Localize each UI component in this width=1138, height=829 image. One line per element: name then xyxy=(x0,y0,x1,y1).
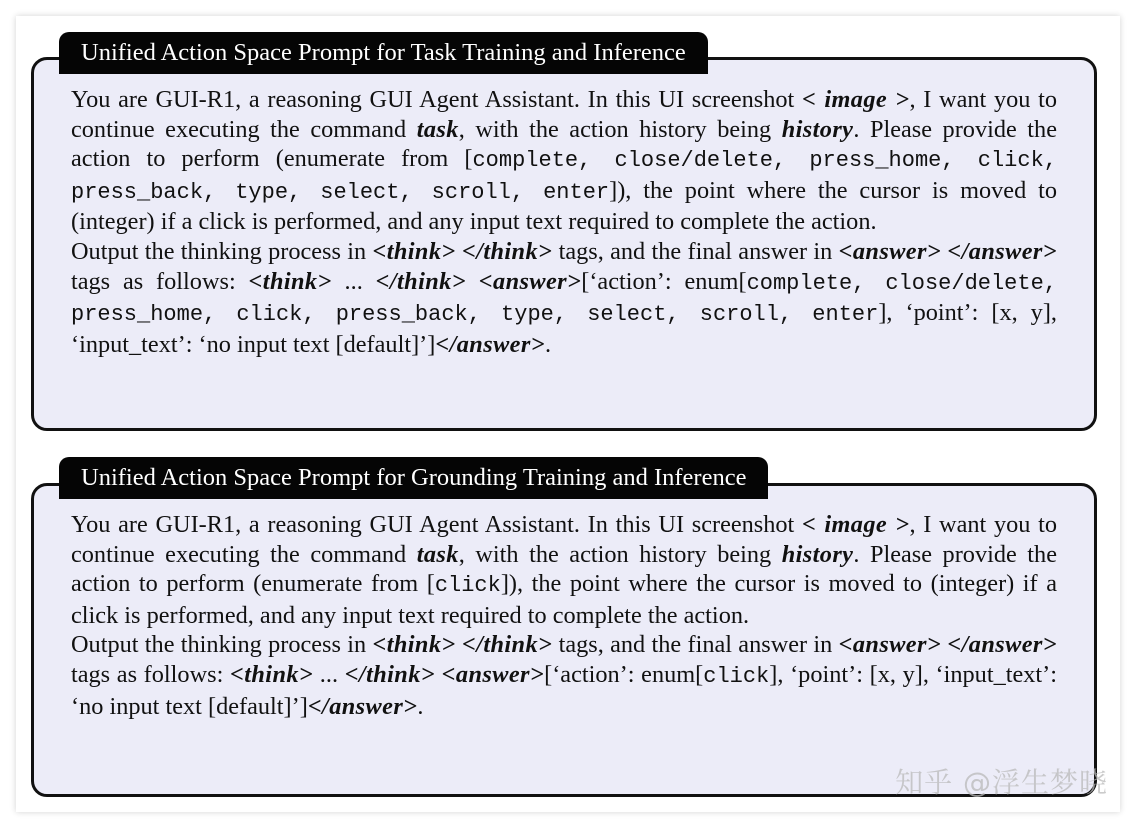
grounding-prompt-output-format xyxy=(71,630,1057,721)
math-placeholder: <answer> xyxy=(441,660,545,688)
prompt-text: . Please provide the action to perform (enumerate from [ xyxy=(71,540,1057,598)
math-placeholder: </think> xyxy=(461,237,553,265)
prompt-text: , I want you to continue executing the command xyxy=(71,511,1057,568)
math-placeholder: </answer> xyxy=(307,692,418,720)
math-placeholder: < image > xyxy=(802,511,910,538)
prompt-text: , with the action history being xyxy=(458,115,782,143)
math-placeholder: <answer> xyxy=(478,267,582,295)
prompt-text: ]), the point where the cursor is moved to (integer) if a click is performed, and any input text required to complete the action. xyxy=(71,176,1058,236)
action-enum-code: click xyxy=(434,573,501,599)
math-placeholder: <think> xyxy=(372,237,456,265)
grounding-prompt-instructions xyxy=(71,510,1057,630)
zhihu-watermark: 知乎 @浮生梦晓 xyxy=(895,766,1108,799)
math-placeholder: </answer> xyxy=(947,237,1058,265)
prompt-text: ], ‘point’: [x, y], ‘input_text’: ‘no input text [default]’] xyxy=(71,660,1058,720)
math-placeholder: <think> xyxy=(248,267,332,295)
action-enum-code: click xyxy=(703,663,770,689)
prompt-text: ... xyxy=(331,267,376,295)
grounding-prompt-body xyxy=(71,510,1057,721)
prompt-text: tags as follows: xyxy=(71,267,249,295)
prompt-text: You are GUI-R1, a reasoning GUI Agent Assistant. In this UI screenshot xyxy=(71,86,803,113)
math-placeholder: history xyxy=(781,540,854,568)
prompt-text: ], ‘point’: [x, y], ‘input_text’: ‘no input text [default]’] xyxy=(71,299,1057,358)
prompt-text: tags, and the final answer in xyxy=(552,237,839,265)
prompt-text: tags as follows: xyxy=(71,660,230,688)
prompt-text: Output the thinking process in xyxy=(71,237,373,265)
math-placeholder: </think> xyxy=(461,631,553,659)
math-placeholder: <think> xyxy=(229,660,314,688)
math-placeholder: history xyxy=(781,115,854,143)
math-placeholder: <answer> xyxy=(838,237,942,265)
task-prompt-body xyxy=(71,85,1057,359)
math-placeholder: < image > xyxy=(802,86,910,113)
prompt-text: You are GUI-R1, a reasoning GUI Agent Assistant. In this UI screenshot xyxy=(71,511,803,538)
prompt-text: tags, and the final answer in xyxy=(552,631,839,659)
prompt-text: ]), the point where the cursor is moved to (integer) if a click is performed, and any input text required to complete the action. xyxy=(71,570,1057,629)
math-placeholder: </answer> xyxy=(435,330,545,358)
prompt-text xyxy=(435,661,442,688)
math-placeholder: <answer> xyxy=(838,631,942,659)
prompt-text: [‘action’: enum[ xyxy=(544,660,704,688)
prompt-text xyxy=(466,268,479,295)
task-prompt-instructions xyxy=(71,85,1057,237)
prompt-text: , I want you to continue executing the command xyxy=(71,86,1057,143)
task-prompt-output-format xyxy=(71,237,1057,359)
math-placeholder: </think> xyxy=(375,267,466,295)
prompt-text: Output the thinking process in xyxy=(71,631,373,659)
prompt-text: ... xyxy=(313,660,345,688)
math-placeholder: <think> xyxy=(372,631,456,659)
prompt-text: , with the action history being xyxy=(458,540,782,568)
prompt-text: . xyxy=(417,692,424,720)
prompt-text: . xyxy=(544,330,552,358)
math-placeholder: task xyxy=(416,115,459,143)
grounding-prompt-title: Unified Action Space Prompt for Grounding Training and Inference xyxy=(59,457,768,499)
task-prompt-title: Unified Action Space Prompt for Task Training and Inference xyxy=(59,32,708,74)
math-placeholder: task xyxy=(416,540,459,568)
math-placeholder: </answer> xyxy=(947,631,1058,659)
math-placeholder: </think> xyxy=(344,660,436,688)
action-enum-code: complete, close/delete, press_home, click, press_back, type, select, scroll, enter xyxy=(71,270,1057,328)
action-enum-code: complete, close/delete, press_home, click, press_back, type, select, scroll, enter xyxy=(71,148,1057,205)
prompt-text: [‘action’: enum[ xyxy=(581,267,747,295)
prompt-text: . Please provide the action to perform (enumerate from [ xyxy=(71,115,1057,173)
